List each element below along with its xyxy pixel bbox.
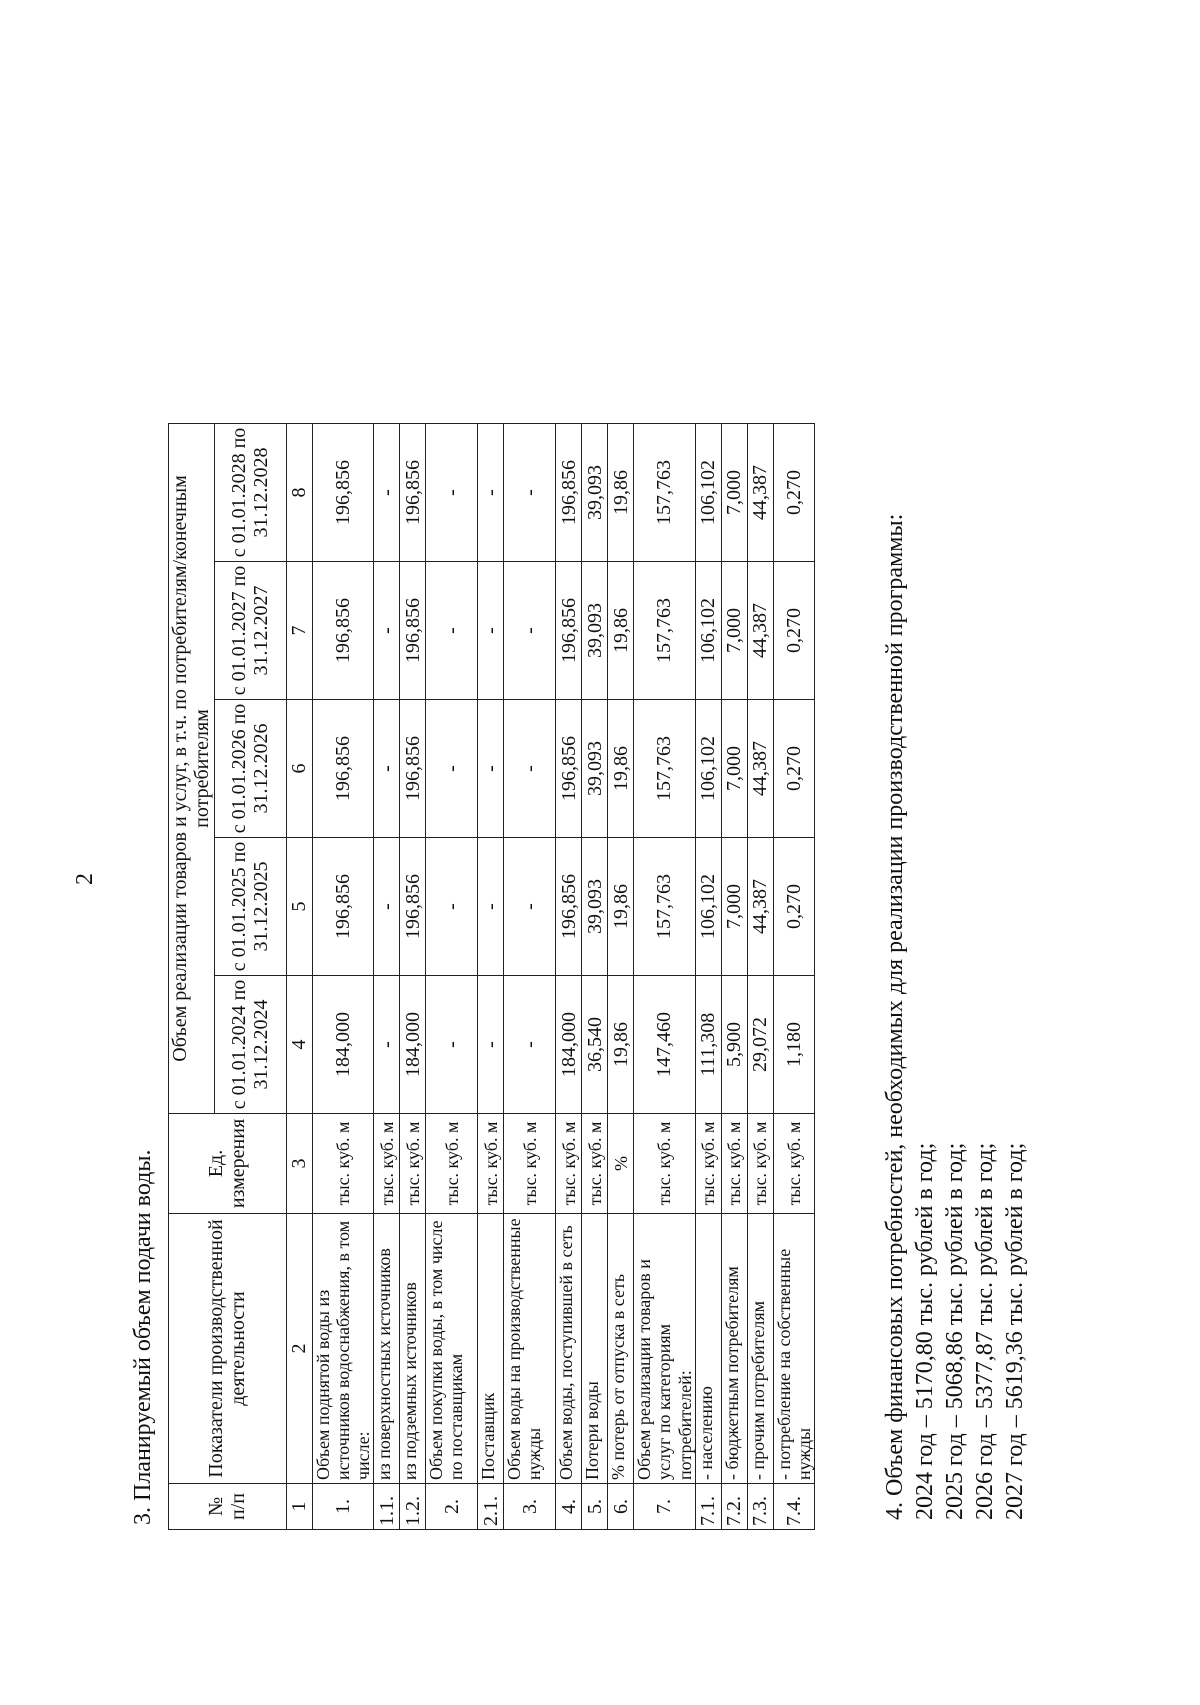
row-value: 111,308 [695, 976, 721, 1114]
row-value: 19,86 [608, 562, 634, 700]
column-number: 1 [286, 1484, 312, 1530]
row-value: 196,856 [556, 838, 582, 976]
row-number: 7.3. [747, 1484, 773, 1530]
row-label: % потерь от отпуска в сеть [608, 1214, 634, 1484]
header-period: с 01.01.2028 по 31.12.2028 [214, 424, 286, 562]
row-unit: тыс. куб. м [695, 1114, 721, 1214]
row-value: - [478, 838, 504, 976]
table-body [312, 424, 814, 1530]
row-value: - [478, 562, 504, 700]
table-row [721, 424, 747, 1530]
row-value: - [478, 424, 504, 562]
row-value: - [426, 838, 478, 976]
header-period: с 01.01.2025 по 31.12.2025 [214, 838, 286, 976]
row-label: Потери воды [582, 1214, 608, 1484]
column-number: 8 [286, 424, 312, 562]
row-value: 7,000 [721, 700, 747, 838]
row-label: из подземных источников [400, 1214, 426, 1484]
row-unit: тыс. куб. м [747, 1114, 773, 1214]
row-number: 2. [426, 1484, 478, 1530]
table-row [634, 424, 695, 1530]
row-label: Поставщик [478, 1214, 504, 1484]
column-number: 3 [286, 1114, 312, 1214]
row-value: 157,763 [634, 424, 695, 562]
section-4 [880, 514, 1030, 1520]
section-3-title: 3. Планируемый объем подачи воды. [130, 1149, 156, 1525]
row-value: 196,856 [556, 424, 582, 562]
row-unit: тыс. куб. м [400, 1114, 426, 1214]
row-number: 2.1. [478, 1484, 504, 1530]
table-row [374, 424, 400, 1530]
row-unit: тыс. куб. м [773, 1114, 814, 1214]
row-label: - прочим потребителям [747, 1214, 773, 1484]
row-value: 29,072 [747, 976, 773, 1114]
row-label: Объем реализации товаров и услуг по категориям потребителей: [634, 1214, 695, 1484]
row-number: 1.1. [374, 1484, 400, 1530]
row-label: из поверхностных источников [374, 1214, 400, 1484]
row-value: 44,387 [747, 562, 773, 700]
row-value: 196,856 [400, 562, 426, 700]
row-unit: тыс. куб. м [312, 1114, 373, 1214]
row-number: 7.4. [773, 1484, 814, 1530]
row-value: 7,000 [721, 838, 747, 976]
row-number: 1. [312, 1484, 373, 1530]
row-unit: тыс. куб. м [426, 1114, 478, 1214]
row-label: Объем воды, поступившей в сеть [556, 1214, 582, 1484]
page-number: 2 [72, 873, 98, 885]
row-value: 106,102 [695, 562, 721, 700]
header-unit: Ед. измерения [169, 1114, 287, 1214]
row-number: 7. [634, 1484, 695, 1530]
row-value: - [504, 424, 556, 562]
row-label: Объем поднятой воды из источников водоснабжения, в том числе: [312, 1214, 373, 1484]
table-row [504, 424, 556, 1530]
row-number: 3. [504, 1484, 556, 1530]
table-row [608, 424, 634, 1530]
row-value: 44,387 [747, 424, 773, 562]
table-row [695, 424, 721, 1530]
row-unit: тыс. куб. м [721, 1114, 747, 1214]
row-value: 19,86 [608, 700, 634, 838]
table-row [747, 424, 773, 1530]
row-value: 147,460 [634, 976, 695, 1114]
row-number: 1.2. [400, 1484, 426, 1530]
financial-line: 2027 год – 5619,36 тыс. рублей в год; [1002, 1142, 1028, 1520]
row-unit: тыс. куб. м [504, 1114, 556, 1214]
row-number: 6. [608, 1484, 634, 1530]
header-volume-group: Объем реализации товаров и услуг, в т.ч. по потребителям/конечным потребителям [169, 424, 215, 1114]
row-value: - [478, 976, 504, 1114]
water-supply-table [168, 423, 815, 1530]
row-label: - населению [695, 1214, 721, 1484]
row-label: - потребление на собственные нужды [773, 1214, 814, 1484]
row-value: - [478, 700, 504, 838]
row-value: - [426, 562, 478, 700]
table-row [426, 424, 478, 1530]
row-value: 39,093 [582, 700, 608, 838]
row-value: - [374, 424, 400, 562]
row-value: 184,000 [312, 976, 373, 1114]
financial-line: 2025 год – 5068,86 тыс. рублей в год; [942, 1142, 968, 1520]
row-unit: тыс. куб. м [556, 1114, 582, 1214]
row-value: - [374, 976, 400, 1114]
row-label: - бюджетным потребителям [721, 1214, 747, 1484]
row-value: 196,856 [556, 700, 582, 838]
row-value: 39,093 [582, 424, 608, 562]
row-label: Объем воды на производственные нужды [504, 1214, 556, 1484]
table-row [556, 424, 582, 1530]
row-value: - [374, 562, 400, 700]
row-value: - [426, 424, 478, 562]
row-label: Объем покупки воды, в том числе по поставщикам [426, 1214, 478, 1484]
table-row [400, 424, 426, 1530]
row-value: 196,856 [312, 562, 373, 700]
row-value: - [374, 838, 400, 976]
row-value: 39,093 [582, 838, 608, 976]
row-value: 157,763 [634, 562, 695, 700]
row-value: 196,856 [400, 700, 426, 838]
row-value: 44,387 [747, 700, 773, 838]
row-value: - [504, 838, 556, 976]
row-value: 184,000 [400, 976, 426, 1114]
row-value: 196,856 [556, 562, 582, 700]
row-number: 7.2. [721, 1484, 747, 1530]
row-value: - [426, 700, 478, 838]
row-number: 5. [582, 1484, 608, 1530]
row-value: 39,093 [582, 562, 608, 700]
row-value: - [504, 700, 556, 838]
column-number: 6 [286, 700, 312, 838]
row-value: 196,856 [400, 838, 426, 976]
column-number: 4 [286, 976, 312, 1114]
row-value: 196,856 [312, 424, 373, 562]
header-period: с 01.01.2026 по 31.12.2026 [214, 700, 286, 838]
row-value: 19,86 [608, 976, 634, 1114]
row-value: - [426, 976, 478, 1114]
row-value: 0,270 [773, 424, 814, 562]
row-value: 7,000 [721, 424, 747, 562]
row-value: 106,102 [695, 700, 721, 838]
row-number: 7.1. [695, 1484, 721, 1530]
table-row [582, 424, 608, 1530]
row-unit: тыс. куб. м [582, 1114, 608, 1214]
row-value: 0,270 [773, 562, 814, 700]
row-value: 157,763 [634, 700, 695, 838]
table-row [478, 424, 504, 1530]
row-value: - [504, 562, 556, 700]
row-unit: тыс. куб. м [634, 1114, 695, 1214]
row-value: 106,102 [695, 424, 721, 562]
row-value: 157,763 [634, 838, 695, 976]
column-number: 5 [286, 838, 312, 976]
row-value: 19,86 [608, 838, 634, 976]
row-unit: % [608, 1114, 634, 1214]
row-value: 196,856 [400, 424, 426, 562]
row-value: 106,102 [695, 838, 721, 976]
header-num: № п/п [169, 1484, 287, 1530]
column-number: 7 [286, 562, 312, 700]
table-row [312, 424, 373, 1530]
header-period: с 01.01.2027 по 31.12.2027 [214, 562, 286, 700]
financial-line: 2026 год – 5377,87 тыс. рублей в год; [972, 1142, 998, 1520]
row-unit: тыс. куб. м [374, 1114, 400, 1214]
financial-line: 2024 год – 5170,80 тыс. рублей в год; [912, 1142, 938, 1520]
row-value: 0,270 [773, 838, 814, 976]
header-indicator: Показатели производственной деятельности [169, 1214, 287, 1484]
header-period: с 01.01.2024 по 31.12.2024 [214, 976, 286, 1114]
row-value: - [504, 976, 556, 1114]
row-value: 5,900 [721, 976, 747, 1114]
row-unit: тыс. куб. м [478, 1114, 504, 1214]
section-4-title: 4. Объем финансовых потребностей, необходимых для реализации производственной программы: [882, 513, 908, 1520]
table-row [773, 424, 814, 1530]
row-value: 184,000 [556, 976, 582, 1114]
row-value: - [374, 700, 400, 838]
row-value: 7,000 [721, 562, 747, 700]
column-number: 2 [286, 1214, 312, 1484]
row-value: 0,270 [773, 700, 814, 838]
row-value: 1,180 [773, 976, 814, 1114]
row-value: 44,387 [747, 838, 773, 976]
row-number: 4. [556, 1484, 582, 1530]
row-value: 36,540 [582, 976, 608, 1114]
row-value: 196,856 [312, 700, 373, 838]
row-value: 196,856 [312, 838, 373, 976]
row-value: 19,86 [608, 424, 634, 562]
